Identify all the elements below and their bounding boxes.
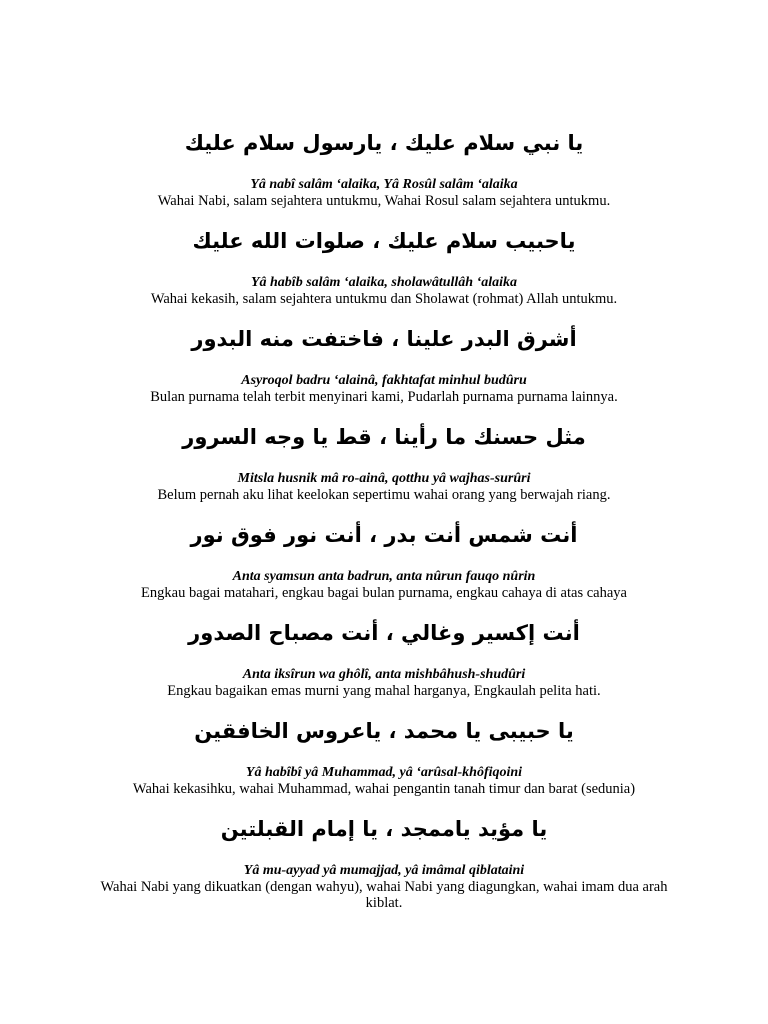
transliteration-line: Anta iksîrun wa ghôlî, anta mishbâhush-shudûri <box>242 667 526 682</box>
verse-section <box>98 128 670 209</box>
verse-section <box>98 226 670 307</box>
translation-line: Wahai kekasihku, wahai Muhammad, wahai pengantin tanah timur dan barat (sedunia) <box>132 781 636 797</box>
translation-line: Bulan purnama telah terbit menyinari kami, Pudarlah purnama purnama lainnya. <box>150 389 618 405</box>
transliteration-line: Anta syamsun anta badrun, anta nûrun fauqo nûrin <box>232 569 536 584</box>
arabic-line: يا مؤيد ياممجد ، يا إمام القبلتين <box>220 817 548 841</box>
transliteration-line: Yâ habîb salâm ‘alaika, sholawâtullâh ‘alaika <box>250 275 518 290</box>
verse-section <box>98 814 670 911</box>
transliteration-line: Yâ mu-ayyad yâ mumajjad, yâ imâmal qiblataini <box>243 863 525 878</box>
verse-section <box>98 422 670 503</box>
verse-section <box>98 716 670 797</box>
translation-line: Wahai kekasih, salam sejahtera untukmu dan Sholawat (rohmat) Allah untukmu. <box>150 291 618 307</box>
transliteration-line: Yâ nabî salâm ‘alaika, Yâ Rosûl salâm ‘alaika <box>250 177 518 192</box>
verse-section <box>98 324 670 405</box>
arabic-line: أشرق البدر علينا ، فاختفت منه البدور <box>191 327 577 351</box>
verse-section <box>98 618 670 699</box>
translation-line: Wahai Nabi, salam sejahtera untukmu, Wahai Rosul salam sejahtera untukmu. <box>157 193 611 209</box>
translation-line: Belum pernah aku lihat keelokan sepertimu wahai orang yang berwajah riang. <box>157 487 611 503</box>
arabic-line: ياحبيب سلام عليك ، صلوات الله عليك <box>192 229 576 253</box>
translation-line: Wahai Nabi yang dikuatkan (dengan wahyu), wahai Nabi yang diagungkan, wahai imam dua arah kiblat. <box>100 879 668 911</box>
document-content <box>98 0 670 911</box>
arabic-line: يا نبي سلام عليك ، يارسول سلام عليك <box>184 131 584 155</box>
translation-line: Engkau bagaikan emas murni yang mahal harganya, Engkaulah pelita hati. <box>167 683 601 699</box>
transliteration-line: Asyroqol badru ‘alainâ, fakhtafat minhul budûru <box>241 373 527 388</box>
transliteration-line: Yâ habîbî yâ Muhammad, yâ ‘arûsal-khôfiqoini <box>245 765 523 780</box>
arabic-line: أنت إكسير وغالي ، أنت مصباح الصدور <box>188 621 580 645</box>
translation-line: Engkau bagai matahari, engkau bagai bulan purnama, engkau cahaya di atas cahaya <box>141 585 627 601</box>
arabic-line: مثل حسنك ما رأينا ، قط يا وجه السرور <box>182 425 586 449</box>
verse-section <box>98 520 670 601</box>
arabic-line: أنت شمس أنت بدر ، أنت نور فوق نور <box>190 523 578 547</box>
arabic-line: يا حبيبى يا محمد ، ياعروس الخافقين <box>194 719 574 743</box>
transliteration-line: Mitsla husnik mâ ro-ainâ, qotthu yâ wajhas-surûri <box>237 471 531 486</box>
